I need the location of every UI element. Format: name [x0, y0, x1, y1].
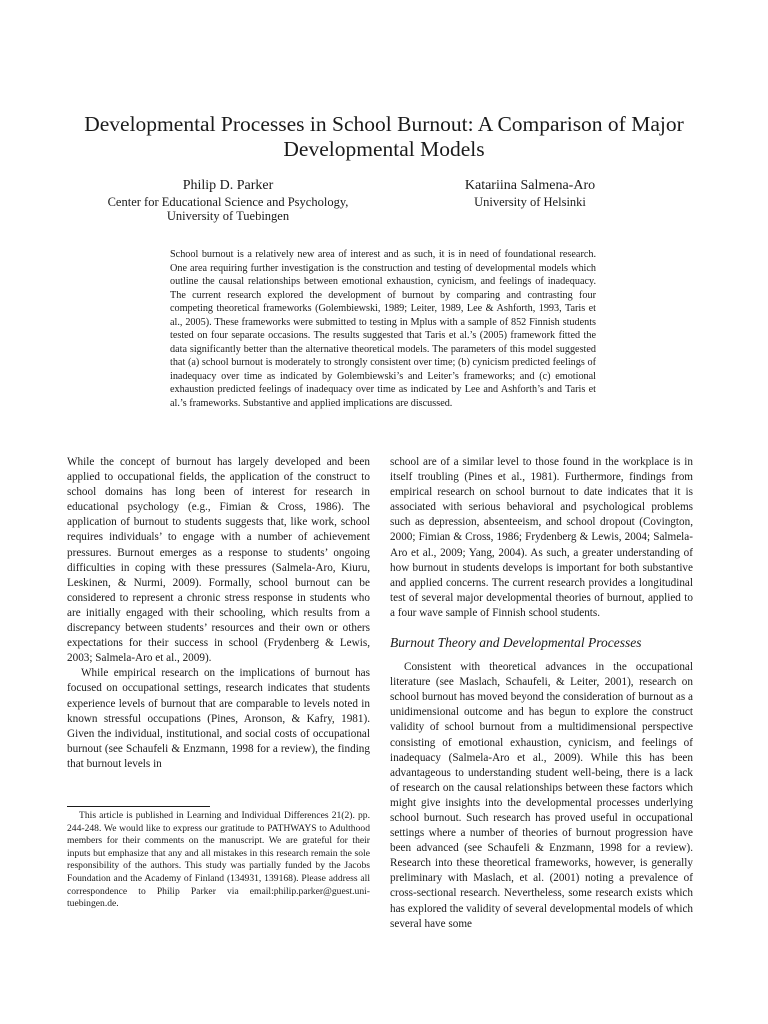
author-name: Philip D. Parker — [182, 178, 274, 193]
body-paragraph: While the concept of burnout has largely developed and been applied to occupational fields, the application of the construct to school domains has long been of interest for research in educational psychology (e.g., Fimian & Cross, 1986). The application of burnout to students suggests that, like work, school requires individuals’ to engage with a number of achievement pressures. Burnout emerges as a response to students’ ongoing difficulties in coping with these pressures (Salmela-Aro, Kiuru, Leskinen, & Nurmi, 2009). Formally, school burnout can be considered to represent a chronic stress response in students who are initially engaged with their schooling, which results from a discrepancy between students’ resources and their own or others expectations for their success in school (Frydenberg & Lewis, 2003; Salmela-Aro et al., 2009). — [67, 456, 370, 665]
body-paragraph: Consistent with theoretical advances in the occupational literature (see Maslach, Schaufeli, & Leiter, 2001), research on school burnout has moved beyond the consideration of burnout as a unidimensional outcome and has begun to explore the construct validity of school burnout from a multidimensional perspective consisting of emotional exhaustion, cynicism, and feelings of inadequacy (Salmela-Aro et al., 2009). While this has been advantageous to understanding student well-being, there is a lack of research on the causal relationships between these factors which might give insights into the developmental processes underlying school burnout. Such research has proved useful in occupational settings where a number of theories of burnout progression have been advanced (see Schaufeli & Enzmann, 1998 for a review). Research into these theoretical frameworks, however, is generally preliminary with Maslach, et al. (2001) noting a prevalence of cross-sectional research. Nevertheless, some research exists which has explored the validity of several developmental models of which several have some — [390, 661, 693, 930]
section-heading: Burnout Theory and Developmental Processes — [390, 635, 642, 651]
author-block-salmena-aro — [400, 177, 660, 209]
author-affiliation: Center for Educational Science and Psychology, — [107, 195, 349, 209]
footnote-divider — [67, 806, 210, 807]
paper-title: Developmental Processes in School Burnout: A Comparison of Major Developmental Models — [84, 112, 684, 161]
body-paragraph: While empirical research on the implications of burnout has focused on occupational settings, research indicates that students experience levels of burnout that are comparable to levels noted in known stressful occupations (Pines, Aronson, & Kafry, 1981). Given the individual, institutional, and social costs of occupational burnout (see Schaufeli & Enzmann, 1998 for a review), the finding that burnout levels in — [67, 667, 370, 770]
left-column — [67, 455, 370, 772]
author-affiliation: University of Tuebingen — [166, 209, 290, 223]
abstract: School burnout is a relatively new area of interest and as such, it is in need of foundational research. One area requiring further investigation is the construction and testing of developmental models which outline the causal relationships between emotional exhaustion, cynicism, and feelings of inadequacy. The current research explored the development of burnout by comparing and contrasting four competing theoretical frameworks (Golembiewski, 1989; Leiter, 1989, Lee & Ashforth, 1993, Taris et al., 2005). These frameworks were submitted to testing in Mplus with a sample of 852 Finnish students tested on four separate occasions. The results suggested that Taris et al.’s (2005) framework fitted the data significantly better than the alternative theoretical models. The parameters of this model suggested that (a) school burnout is moderately to strongly consistent over time; (b) cynicism predicted feelings of inadequacy over time as indicated by Golembiewski’s and Leiter’s frameworks; and (c) emotional exhaustion predicted feelings of inadequacy over time as indicated by Lee and Ashforth’s and Taris et al.’s frameworks. Substantive and applied implications are discussed. — [170, 249, 596, 409]
author-name: Katariina Salmena-Aro — [464, 178, 596, 193]
author-affiliation: University of Helsinki — [474, 195, 586, 209]
footnote: This article is published in Learning and Individual Differences 21(2). pp. 244-248. We would like to express our gratitude to PATHWAYS to Adulthood members for their comments on the manuscript. We are grateful for their inputs but emphasize that any and all mistakes in this research remain the sole responsibility of the authors. This study was partially funded by the Jacobs Foundation and the Academy of Finland (134931, 139168). Please address all correspondence to Philip Parker via email:philip.parker@guest.uni-tuebingen.de. — [67, 810, 370, 910]
right-column — [390, 455, 693, 932]
body-paragraph: school are of a similar level to those found in the workplace is in itself troubling (Pines et al., 1981). Furthermore, findings from empirical research on school burnout to date indicates that it is associated with serious behavioral and psychological problems such as depression, absenteeism, and school dropout (Covington, 2000; Fimian & Cross, 1986; Frydenberg & Lewis, 2004; Salmela-Aro et al., 2009; Yang, 2004). As such, a greater understanding of how burnout in students develops is important for both substantive and applied concerns. The current research provides a longitudinal test of several major developmental theories of burnout, applied to a four wave sample of Finnish school students. — [390, 456, 693, 619]
author-block-parker — [88, 177, 368, 223]
